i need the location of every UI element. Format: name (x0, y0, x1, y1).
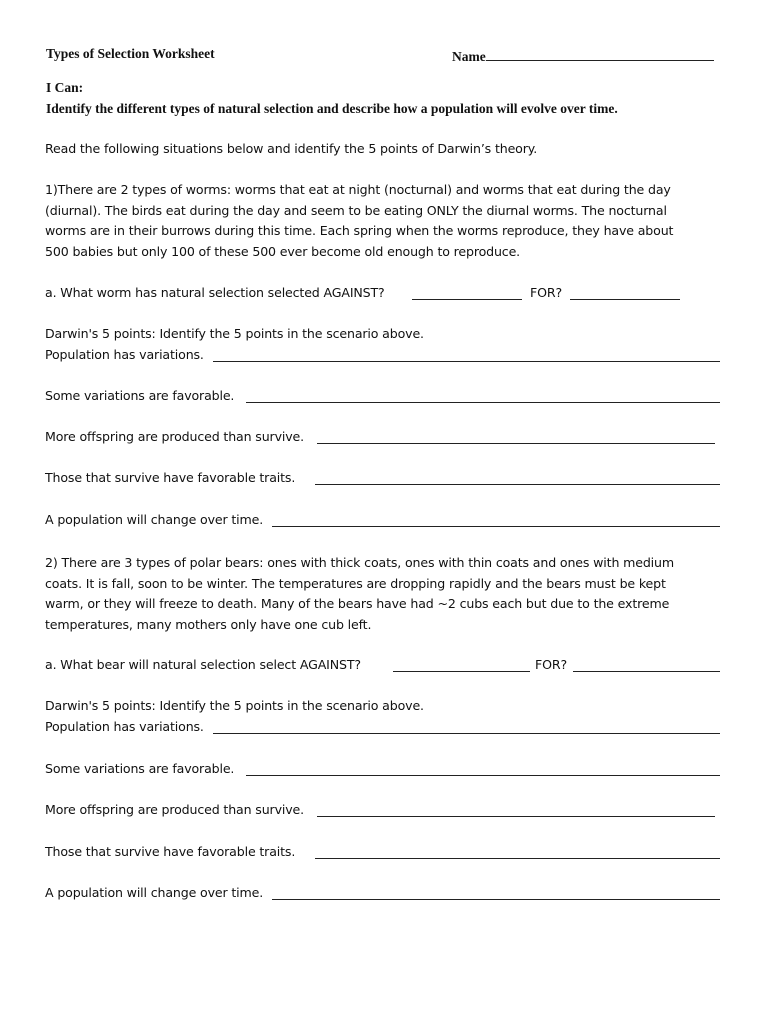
scenario-1-against-blank[interactable] (412, 299, 522, 300)
scenario-1-line: 500 babies but only 100 of these 500 ever become old enough to reproduce. (45, 244, 521, 260)
scenario-1-point-variations: Population has variations. (45, 347, 204, 362)
scenario-2-against-blank[interactable] (393, 671, 530, 672)
scenario-2-line: coats. It is fall, soon to be winter. The temperatures are dropping rapidly and the bears must be kept (45, 575, 666, 591)
scenario-1-variations-blank[interactable] (213, 361, 720, 362)
scenario-1-question-a: a. What worm has natural selection selected AGAINST? (45, 285, 385, 300)
scenario-2-darwin-intro: Darwin's 5 points: Identify the 5 points in the scenario above. (45, 698, 424, 713)
name-label: Name (452, 49, 486, 64)
objective-heading: I Can: (46, 80, 84, 95)
scenario-2-line: warm, or they will freeze to death. Many of the bears have had ~2 cubs each but due to the extreme (45, 596, 670, 612)
scenario-2-point-favorable: Some variations are favorable. (45, 761, 235, 776)
scenario-1-line: 1)There are 2 types of worms: worms that eat at night (nocturnal) and worms that eat during the day (45, 182, 671, 197)
scenario-2-paragraph (45, 553, 735, 636)
scenario-2-offspring-blank[interactable] (317, 816, 715, 817)
name-field[interactable] (452, 46, 714, 65)
scenario-1-point-offspring: More offspring are produced than survive. (45, 429, 304, 444)
scenario-2-point-variations: Population has variations. (45, 719, 204, 734)
scenario-2-point-change: A population will change over time. (45, 885, 264, 900)
scenario-2-for-blank[interactable] (573, 671, 720, 672)
scenario-2-line: temperatures, many mothers only have one cub left. (45, 617, 372, 633)
scenario-1-change-blank[interactable] (272, 526, 720, 527)
scenario-2-change-blank[interactable] (272, 899, 720, 900)
scenario-1-line: worms are in their burrows during this time. Each spring when the worms reproduce, they have about (45, 223, 674, 239)
scenario-2-for-label: FOR? (535, 657, 567, 672)
scenario-1-point-survive: Those that survive have favorable traits. (45, 470, 296, 485)
scenario-1-paragraph (45, 180, 735, 263)
scenario-2-line: 2) There are 3 types of polar bears: ones with thick coats, ones with thin coats and ones with medium (45, 555, 674, 570)
scenario-1-darwin-intro: Darwin's 5 points: Identify the 5 points in the scenario above. (45, 326, 424, 341)
scenario-1-line: (diurnal). The birds eat during the day and seem to be eating ONLY the diurnal worms. The nocturnal (45, 202, 667, 218)
scenario-1-survive-blank[interactable] (315, 484, 720, 485)
objective-text: Identify the different types of natural selection and describe how a population will evolve over time. (46, 101, 618, 116)
name-blank[interactable] (486, 46, 714, 61)
scenario-2-favorable-blank[interactable] (246, 775, 720, 776)
scenario-1-favorable-blank[interactable] (246, 402, 720, 403)
scenario-1-offspring-blank[interactable] (317, 443, 715, 444)
instructions: Read the following situations below and identify the 5 points of Darwin’s theory. (45, 141, 538, 156)
scenario-2-variations-blank[interactable] (213, 733, 720, 734)
worksheet-title: Types of Selection Worksheet (46, 46, 215, 61)
scenario-1-for-label: FOR? (530, 285, 562, 300)
scenario-2-question-a: a. What bear will natural selection select AGAINST? (45, 657, 361, 672)
scenario-1-point-change: A population will change over time. (45, 512, 264, 527)
scenario-2-point-survive: Those that survive have favorable traits. (45, 844, 296, 859)
scenario-2-point-offspring: More offspring are produced than survive. (45, 802, 304, 817)
scenario-1-point-favorable: Some variations are favorable. (45, 388, 235, 403)
scenario-1-for-blank[interactable] (570, 299, 680, 300)
scenario-2-survive-blank[interactable] (315, 858, 720, 859)
